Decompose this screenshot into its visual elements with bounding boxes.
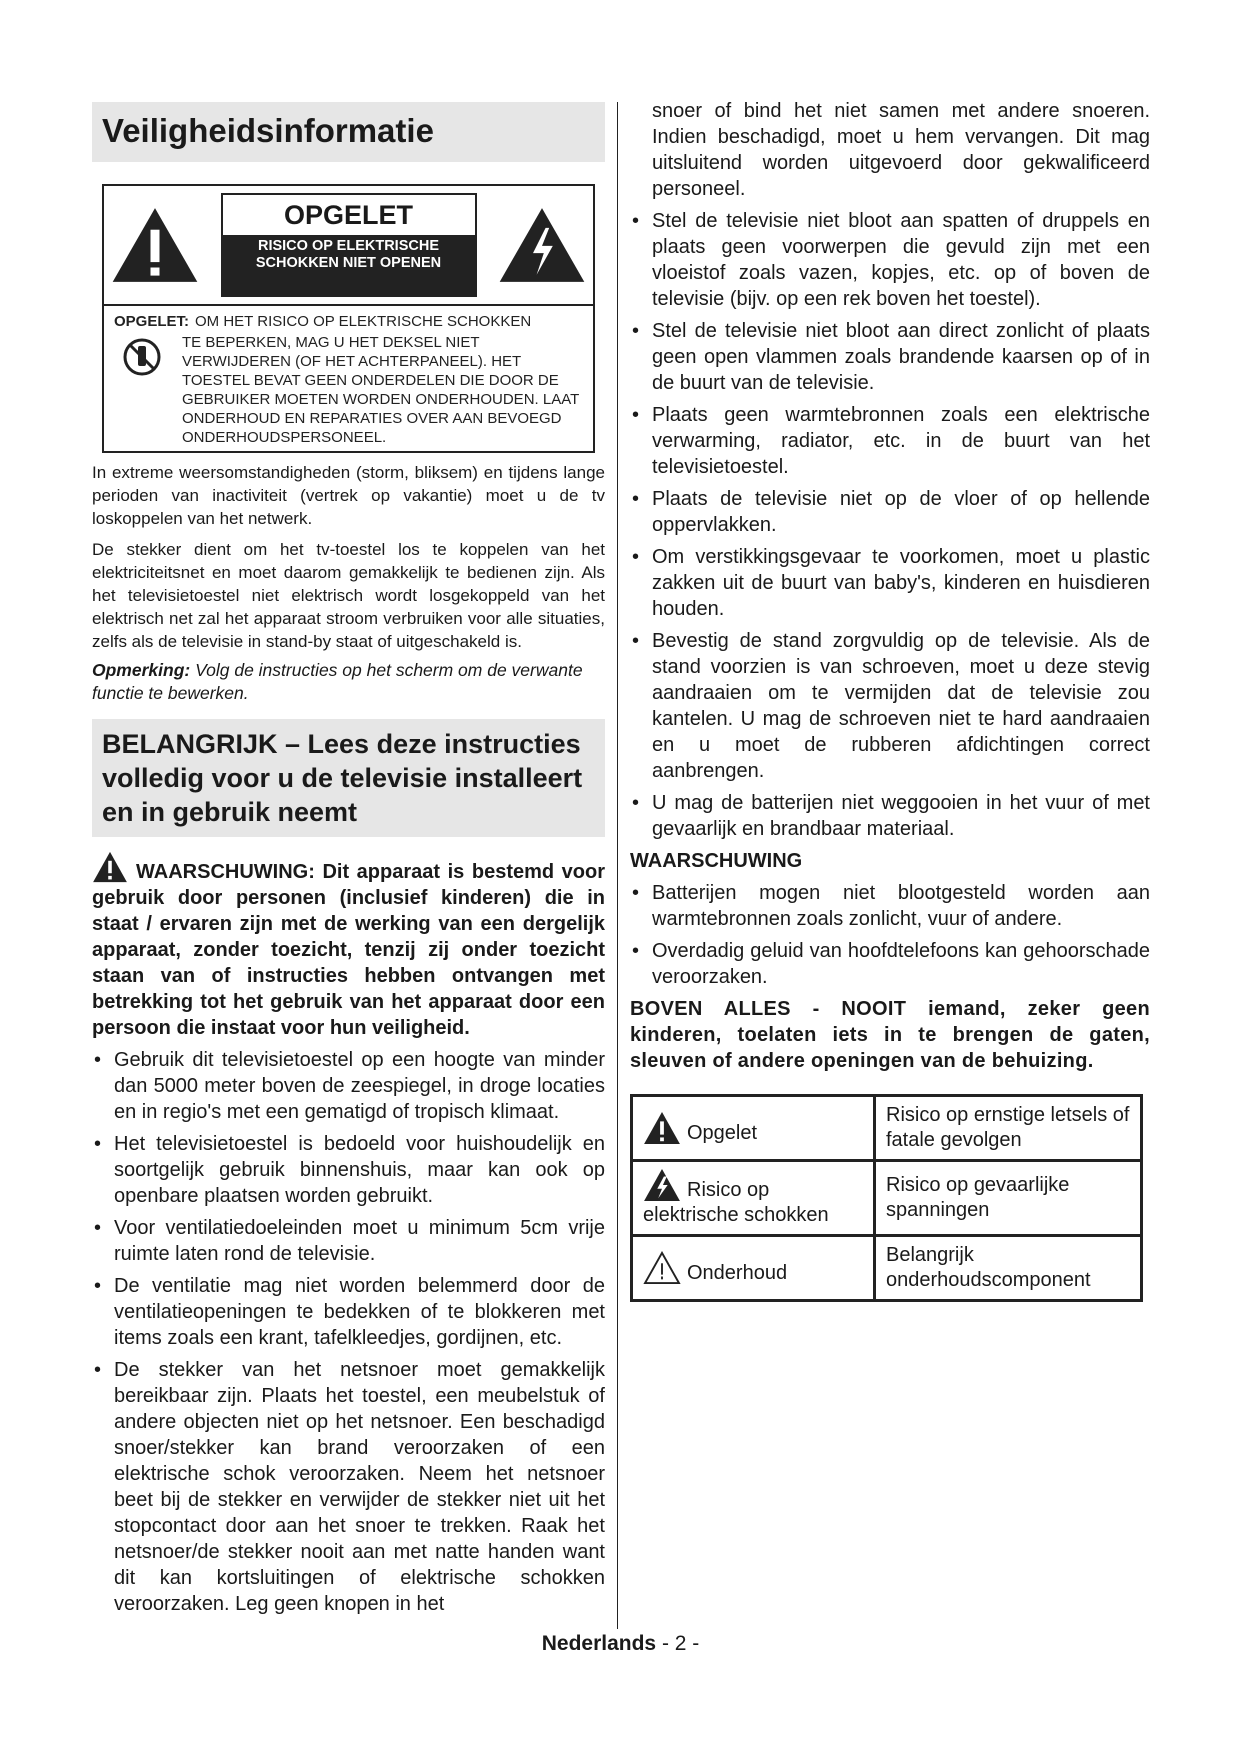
right-bullet-list xyxy=(630,208,1150,842)
warning-text: Dit apparaat is bestemd voor gebruik door personen (inclusief kinderen) die in staat / ervaren zijn met de werking van een dergelijk apparaat, zonder toezicht, tenzij zij onder toezicht staan van of instructies hebben ontvangen met betrekking tot het gebruik van het apparaat door een persoon die instaat voor hun veiligheid. xyxy=(92,861,605,1039)
plug-paragraph: De stekker dient om het tv-toestel los te koppelen van het elektriciteitsnet en moet daarom gemakkelijk te bedienen zijn. Als het televisietoestel niet elektrisch wordt losgekoppeld van het elektrisch net zal het apparaat stroom verbruiken voor alle situaties, zelfs als de televisie in stand-by staat of uitgeschakeld is. xyxy=(92,540,605,651)
list-item: • De ventilatie mag niet worden belemmerd door de ventilatieopeningen te bedekken of te blokkeren met items zoals een krant, tafelkleedjes, gordijnen, etc. xyxy=(92,1273,605,1351)
table-row xyxy=(632,1236,1142,1301)
footer-language: Nederlands xyxy=(541,1632,657,1655)
caution-text-rest: TE BEPERKEN, MAG U HET DEKSEL NIET VERWIJDEREN (OF HET ACHTERPANEEL). HET TOESTEL BEVAT GEEN ONDERDELEN DIE DOOR DE GEBRUIKER MOETEN WORDEN ONDERHOUDEN. LAAT ONDERHOUD EN REPARATIES OVER AAN BEVOEGD ONDERHOUDSPERSONEEL. xyxy=(182,334,579,446)
list-item: • Stel de televisie niet bloot aan direct zonlicht of plaats geen open vlammen zoals brandende kaarsen op of in de buurt van de televisie. xyxy=(630,318,1150,396)
left-bullet-list xyxy=(92,1047,605,1617)
page-title: Veiligheidsinformatie xyxy=(102,112,434,149)
list-item: • Plaats de televisie niet op de vloer of op hellende oppervlakken. xyxy=(630,486,1150,538)
legend-label: Opgelet xyxy=(687,1121,758,1144)
caution-box xyxy=(102,184,595,453)
list-item: • Voor ventilatiedoeleinden moet u minimum 5cm vrije ruimte laten rond de televisie. xyxy=(92,1215,605,1267)
list-item: • U mag de batterijen niet weggooien in het vuur of met gevaarlijk en brandbaar materiaal. xyxy=(630,790,1150,842)
footer-page-number: - 2 - xyxy=(661,1632,700,1655)
continued-paragraph: snoer of bind het niet samen met andere snoeren. Indien beschadigd, moet u hem vervangen. Dit mag uitsluitend worden uitgevoerd door gekwalificeerd personeel. xyxy=(652,100,1150,200)
note-label: Opmerking: xyxy=(92,660,191,680)
list-item: • Plaats geen warmtebronnen zoals een elektrische verwarming, radiator, etc. in de buurt van het televisietoestel. xyxy=(630,402,1150,480)
warning-bullet-list xyxy=(630,880,1150,990)
caution-subtext: RISICO OP ELEKTRISCHE SCHOKKEN NIET OPENEN xyxy=(223,235,475,295)
symbol-legend-table xyxy=(630,1094,1143,1302)
caution-text-label: OPGELET: xyxy=(114,313,190,330)
warning-label: WAARSCHUWING: xyxy=(136,861,315,883)
warning-paragraph xyxy=(92,851,605,1041)
caution-text-first: OM HET RISICO OP ELEKTRISCHE SCHOKKEN xyxy=(195,313,532,330)
legend-label: Risico op elektrische schokken xyxy=(643,1179,829,1226)
caution-text xyxy=(104,306,593,451)
note-paragraph xyxy=(92,659,605,705)
left-column xyxy=(92,102,605,1623)
maintenance-icon xyxy=(643,1251,681,1285)
page-footer xyxy=(0,1632,1241,1656)
important-band xyxy=(92,719,605,837)
legend-desc: Risico op gevaarlijke spanningen xyxy=(875,1161,1142,1236)
important-title: BELANGRIJK – Lees deze instructies volledig voor u de televisie installeert en in gebruik neemt xyxy=(102,729,583,827)
warning-icon xyxy=(92,851,128,883)
right-column xyxy=(630,98,1150,1302)
caution-header xyxy=(104,186,593,306)
lightning-warning-icon xyxy=(497,200,587,290)
column-divider xyxy=(617,102,618,1629)
list-item: • Bevestig de stand zorgvuldig op de televisie. Als de stand voorzien is van schroeven, moet u deze stevig aandraaien om te vermijden dat de televisie zou kantelen. U mag de schroeven niet te hard aandraaien en u moet de rubberen afdichtingen correct aanbrengen. xyxy=(630,628,1150,784)
list-item: • Om verstikkingsgevaar te voorkomen, moet u plastic zakken uit de buurt van baby's, kinderen en huisdieren houden. xyxy=(630,544,1150,622)
warning-heading: WAARSCHUWING xyxy=(630,850,803,872)
warning-icon xyxy=(643,1111,681,1145)
exclamation-warning-icon xyxy=(110,200,200,290)
legend-symbol-cell xyxy=(632,1161,875,1236)
list-item: • De stekker van het netsnoer moet gemakkelijk bereikbaar zijn. Plaats het toestel, een meubelstuk of andere objecten niet op het netsnoer. Een beschadigd snoer/stekker kan brand veroorzaken of een elektrische schok veroorzaken. Neem het netsnoer beet bij de stekker en verwijder de stekker niet uit het stopcontact door aan het snoer te trekken. Raak het netsnoer/de stekker nooit aan met natte handen want dit kan kortsluitingen of elektrische schokken veroorzaken. Leg geen knopen in het xyxy=(92,1357,605,1617)
list-item: • Stel de televisie niet bloot aan spatten of druppels en plaats geen voorwerpen die gevuld zijn met een vloeistof zoals vazen, kopjes, etc. op of boven de televisie (bijv. op een rek boven het toestel). xyxy=(630,208,1150,312)
title-band xyxy=(92,102,605,162)
legend-label: Onderhoud xyxy=(687,1261,788,1284)
boven-alles-paragraph: BOVEN ALLES - NOOIT iemand, zeker geen kinderen, toelaten iets in te brengen de gaten, sleuven of andere openingen van de behuizing. xyxy=(630,998,1150,1072)
legend-symbol-cell xyxy=(632,1096,875,1161)
note-text: Volg de instructies op het scherm om de verwante functie te bewerken. xyxy=(92,660,583,703)
list-item: • Overdadig geluid van hoofdtelefoons kan gehoorschade veroorzaken. xyxy=(630,938,1150,990)
caution-label-block xyxy=(221,193,477,297)
list-item: • Het televisietoestel is bedoeld voor huishoudelijk en soortgelijk gebruik binnenshuis, maar kan ook op openbare plaatsen worden gebruikt. xyxy=(92,1131,605,1209)
weather-paragraph: In extreme weersomstandigheden (storm, bliksem) en tijdens lange perioden van inactiviteit (vertrek op vakantie) moet u de tv loskoppelen van het netwerk. xyxy=(92,463,605,528)
legend-desc: Risico op ernstige letsels of fatale gevolgen xyxy=(875,1096,1142,1161)
do-not-open-icon xyxy=(122,337,162,377)
legend-symbol-cell xyxy=(632,1236,875,1301)
electric-shock-icon xyxy=(643,1168,681,1202)
legend-desc: Belangrijk onderhoudscomponent xyxy=(875,1236,1142,1301)
caution-heading: OPGELET xyxy=(223,195,475,235)
list-item: • Gebruik dit televisietoestel op een hoogte van minder dan 5000 meter boven de zeespiegel, in droge locaties en in regio's met een gematigd of tropisch klimaat. xyxy=(92,1047,605,1125)
table-row xyxy=(632,1161,1142,1236)
list-item: • Batterijen mogen niet blootgesteld worden aan warmtebronnen zoals zonlicht, vuur of andere. xyxy=(630,880,1150,932)
table-row xyxy=(632,1096,1142,1161)
